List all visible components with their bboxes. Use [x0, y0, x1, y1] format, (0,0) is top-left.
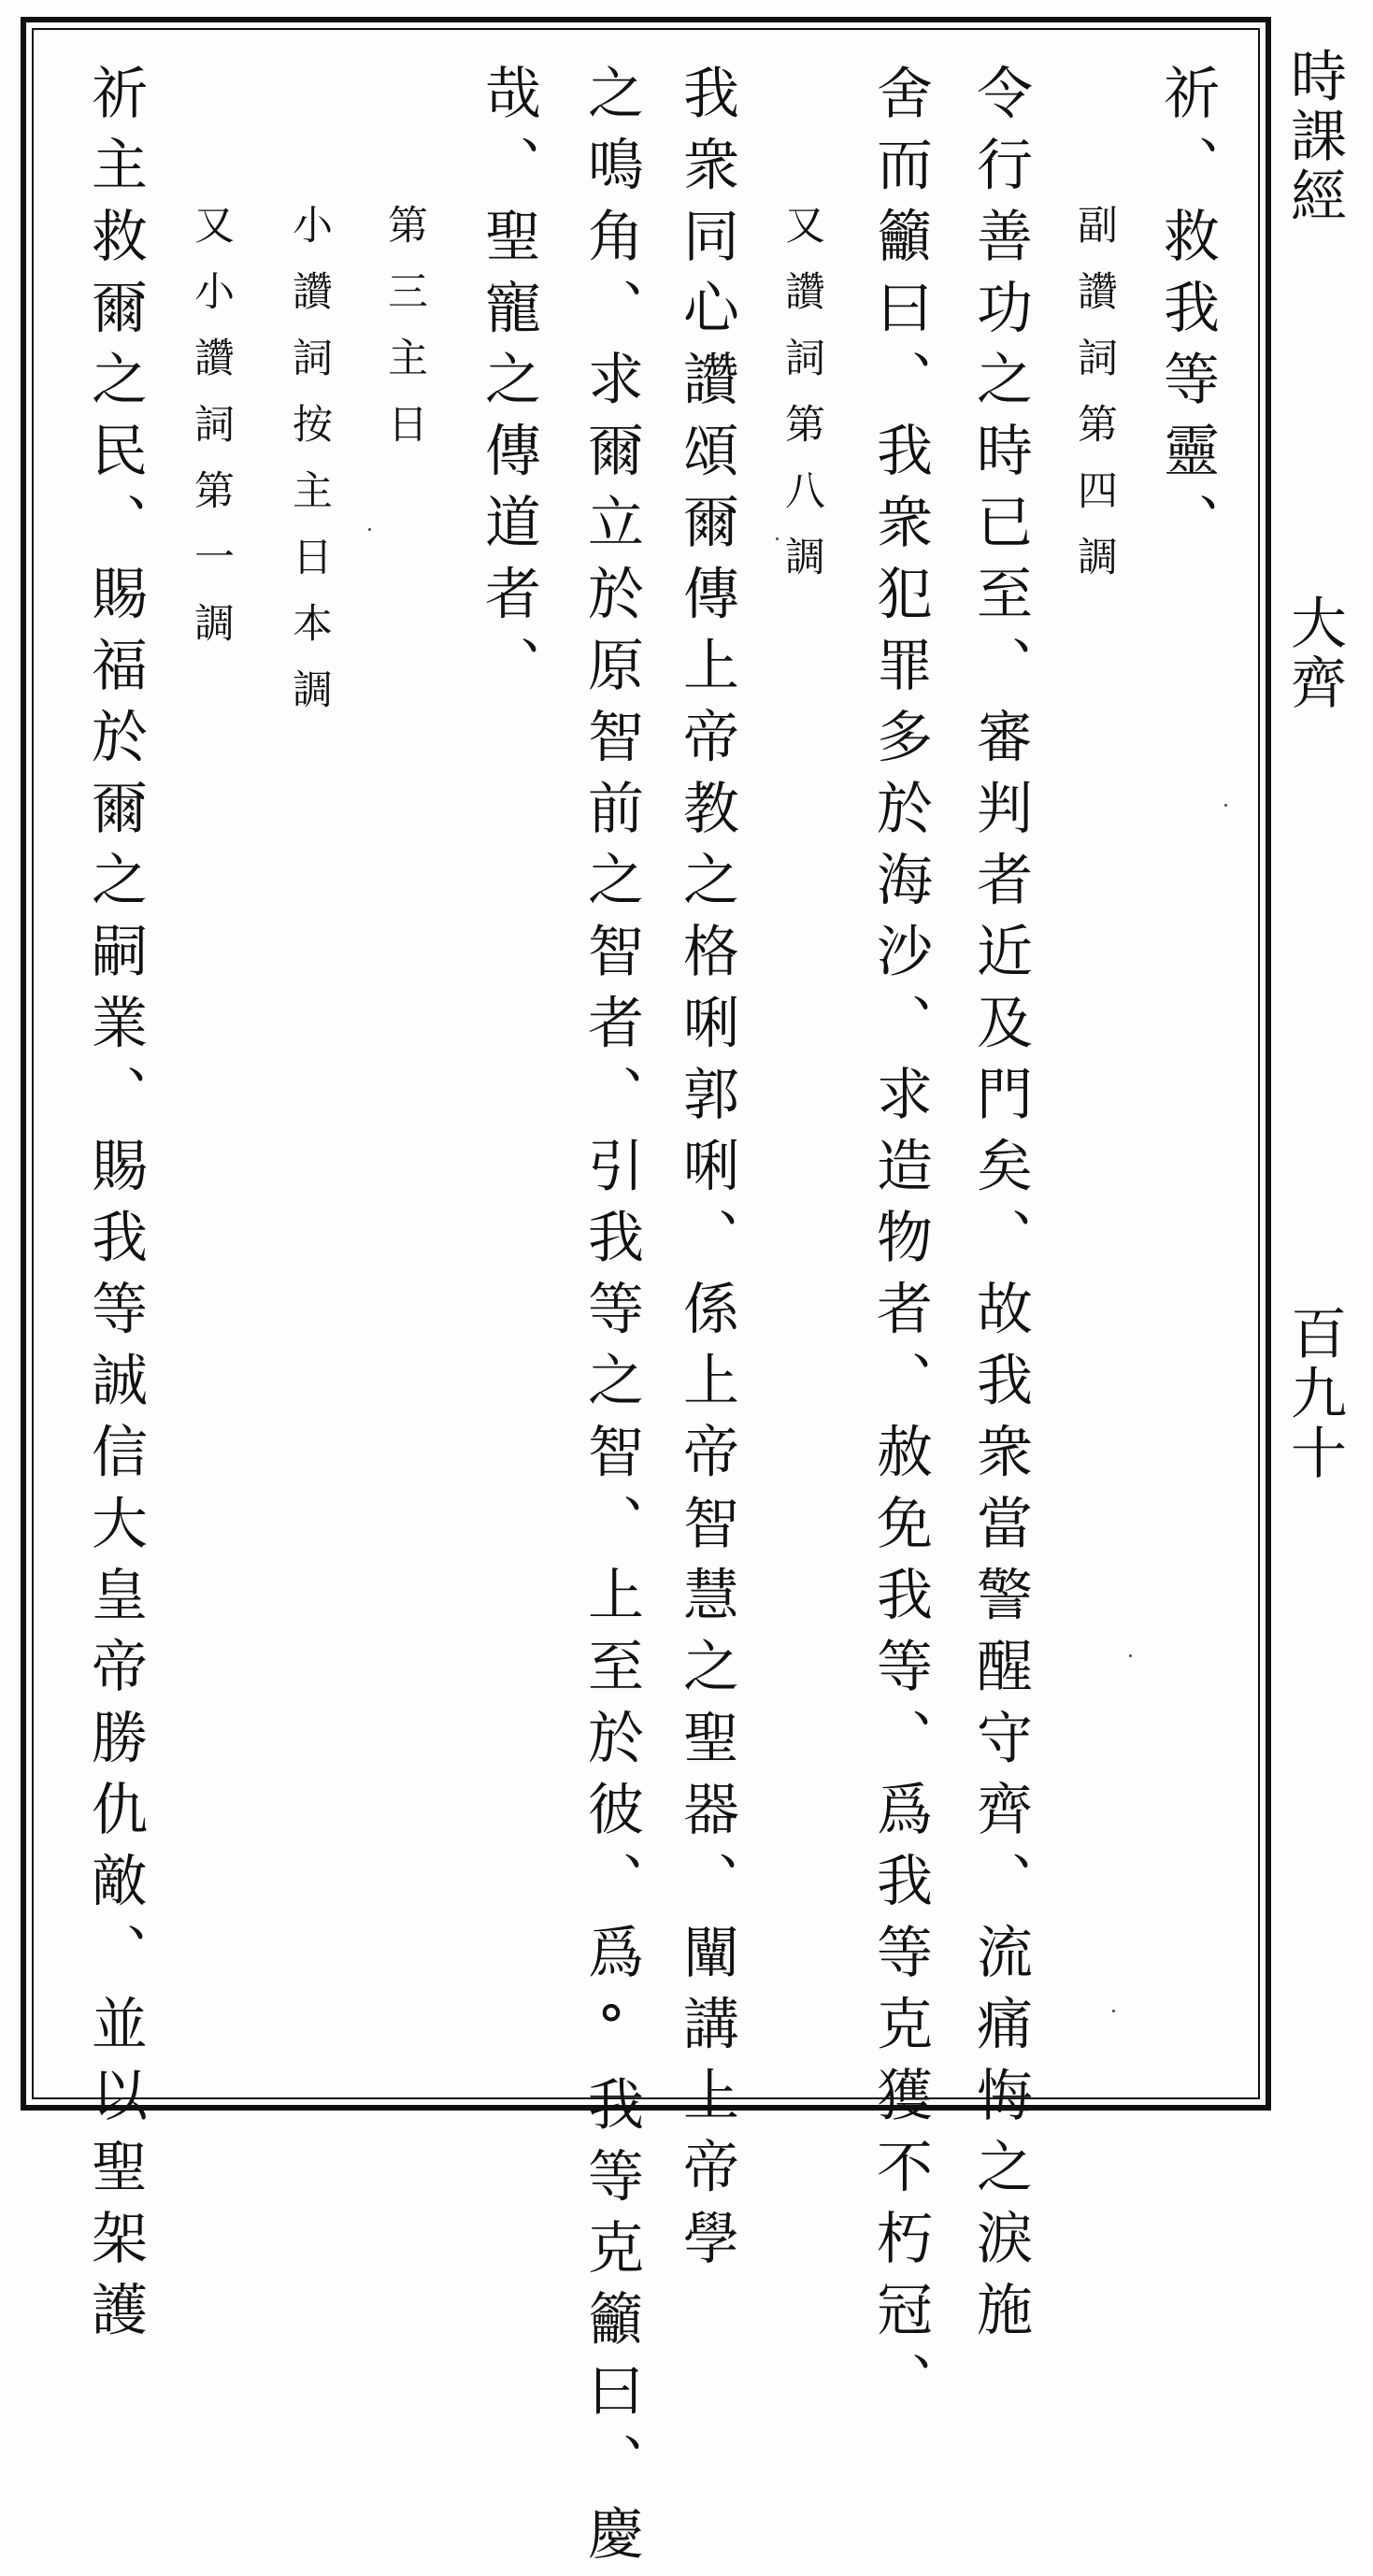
page-number: 百九十 [1281, 1304, 1347, 1483]
text-column-7: 祈主救爾之民、賜福於爾之嗣業、賜我等誠信大皇帝勝仇敵、並以聖架護 [82, 64, 148, 2352]
text-column-2: 令行善功之時已至、審判者近及門矣、故我衆當警醒守齊、流痛悔之淚施 [967, 64, 1033, 2352]
scan-speck [1224, 804, 1227, 807]
hymn-heading-3: 小讚詞按主日本調 [286, 204, 333, 735]
text-column-6: 哉、聖寵之傳道者、 [476, 64, 541, 708]
text-column-1: 祈、救我等靈、 [1154, 64, 1220, 565]
text-column-4: 我衆同心讚頌爾傳上帝教之格唎郭唎、係上帝智慧之聖器、闡講上帝學 [674, 64, 739, 2281]
text-column-5: 之鳴角、求爾立於原智前之智者、引我等之智、上至於彼、爲°我等克籲曰、慶 [579, 64, 644, 2576]
scan-speck [776, 537, 779, 540]
hymn-heading-4: 又小讚詞第一調 [188, 204, 235, 668]
hymn-heading-2: 又讚詞第八調 [779, 204, 825, 602]
hymn-heading-1: 副讚詞第四調 [1071, 204, 1118, 602]
scan-speck [1129, 1654, 1132, 1657]
section-title: 大齊 [1281, 594, 1347, 713]
scan-speck [368, 528, 371, 531]
running-title: 時課經 [1281, 47, 1347, 226]
text-column-3: 舍而籲曰、我衆犯罪多於海沙、求造物者、赦免我等、爲我等克獲不朽冠、 [867, 64, 933, 2424]
scan-speck [1112, 2010, 1115, 2012]
sunday-heading: 第三主日 [381, 204, 428, 469]
